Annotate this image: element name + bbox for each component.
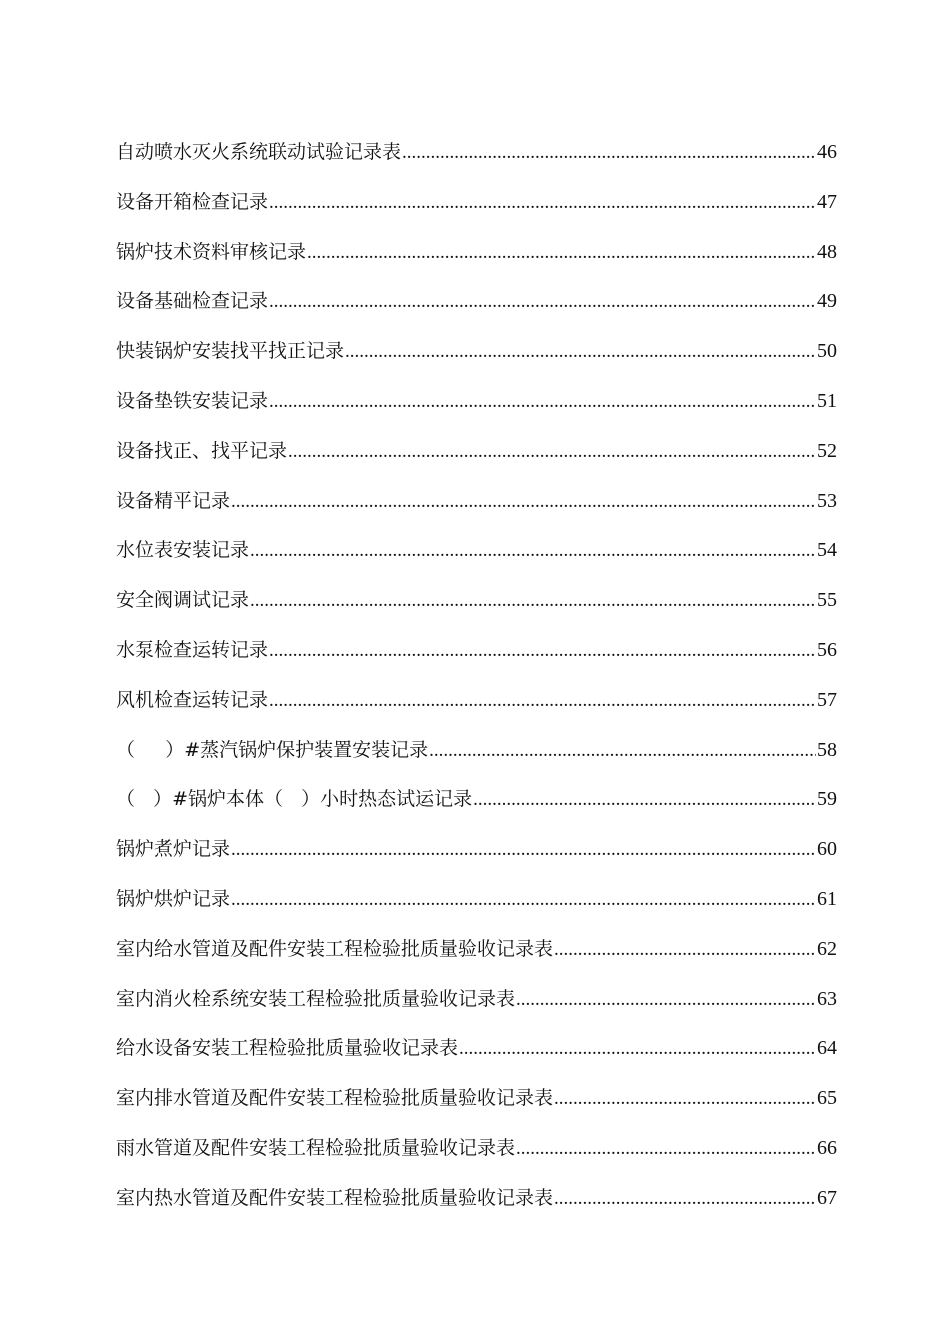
toc-entry-page: 66	[817, 1136, 837, 1159]
toc-entry-page: 48	[817, 240, 837, 263]
toc-entry[interactable]	[116, 1030, 837, 1080]
toc-entry-title: 室内消火栓系统安装工程检验批质量验收记录表	[116, 987, 516, 1010]
toc-entry-page: 52	[817, 439, 837, 462]
toc-entry-page: 51	[817, 389, 837, 412]
toc-entry-title: 快装锅炉安装找平找正记录	[116, 340, 345, 363]
toc-entry[interactable]	[116, 283, 837, 333]
toc-entry-page: 63	[817, 987, 837, 1010]
toc-leader-dots	[554, 1081, 816, 1117]
toc-entry-title: 设备精平记录	[116, 489, 231, 512]
table-of-contents	[116, 134, 837, 1230]
toc-leader-dots	[269, 683, 816, 719]
toc-entry-title: （ ）#蒸汽锅炉保护装置安装记录	[116, 738, 429, 761]
toc-entry[interactable]	[116, 632, 837, 682]
toc-entry-page: 67	[817, 1186, 837, 1209]
toc-entry-page: 47	[817, 190, 837, 213]
toc-leader-dots	[402, 135, 816, 171]
toc-entry[interactable]	[116, 582, 837, 632]
toc-entry-page: 46	[817, 141, 837, 163]
toc-entry-title: 给水设备安装工程检验批质量验收记录表	[116, 1037, 459, 1060]
toc-entry[interactable]	[116, 931, 837, 981]
toc-entry-page: 56	[817, 638, 837, 661]
toc-leader-dots	[269, 185, 816, 221]
toc-entry-title: 设备垫铁安装记录	[116, 389, 269, 412]
toc-entry-page: 50	[817, 340, 837, 363]
toc-leader-dots	[231, 882, 816, 918]
toc-entry-page: 57	[817, 688, 837, 711]
toc-entry[interactable]	[116, 483, 837, 533]
toc-leader-dots	[554, 1181, 816, 1217]
toc-entry[interactable]	[116, 433, 837, 483]
toc-entry-title: 雨水管道及配件安装工程检验批质量验收记录表	[116, 1136, 516, 1159]
toc-entry-title: 设备基础检查记录	[116, 290, 269, 313]
toc-entry[interactable]	[116, 134, 837, 184]
toc-leader-dots	[250, 583, 816, 619]
toc-leader-dots	[473, 782, 816, 818]
toc-entry[interactable]	[116, 781, 837, 831]
toc-leader-dots	[516, 982, 816, 1018]
toc-entry-title: 室内给水管道及配件安装工程检验批质量验收记录表	[116, 937, 554, 960]
toc-entry-page: 49	[817, 290, 837, 313]
toc-entry-title: （ ）#锅炉本体（ ）小时热态试运记录	[116, 788, 473, 811]
toc-entry[interactable]	[116, 1130, 837, 1180]
toc-entry[interactable]	[116, 831, 837, 881]
toc-entry[interactable]	[116, 532, 837, 582]
toc-leader-dots	[554, 932, 816, 968]
toc-entry-title: 锅炉技术资料审核记录	[116, 240, 307, 263]
toc-entry[interactable]	[116, 682, 837, 732]
toc-leader-dots	[231, 832, 816, 868]
toc-entry[interactable]	[116, 383, 837, 433]
toc-entry[interactable]	[116, 1080, 837, 1130]
toc-leader-dots	[231, 484, 816, 520]
toc-entry[interactable]	[116, 981, 837, 1031]
toc-leader-dots	[307, 235, 816, 271]
toc-entry-page: 65	[817, 1087, 837, 1110]
toc-entry-title: 锅炉煮炉记录	[116, 838, 231, 861]
toc-leader-dots	[269, 384, 816, 420]
toc-entry-title: 锅炉烘炉记录	[116, 887, 231, 910]
toc-entry-page: 53	[817, 489, 837, 512]
toc-entry-page: 58	[817, 738, 837, 761]
toc-entry-title: 设备开箱检查记录	[116, 190, 269, 213]
toc-entry[interactable]	[116, 881, 837, 931]
toc-entry[interactable]	[116, 234, 837, 284]
toc-entry-title: 室内排水管道及配件安装工程检验批质量验收记录表	[116, 1087, 554, 1110]
toc-entry-title: 自动喷水灭火系统联动试验记录表	[116, 141, 402, 163]
toc-entry-page: 61	[817, 887, 837, 910]
toc-entry[interactable]	[116, 732, 837, 782]
toc-leader-dots	[288, 434, 816, 470]
toc-entry-title: 室内热水管道及配件安装工程检验批质量验收记录表	[116, 1186, 554, 1209]
toc-entry[interactable]	[116, 333, 837, 383]
toc-entry[interactable]	[116, 1180, 837, 1230]
toc-leader-dots	[429, 733, 816, 769]
toc-entry-title: 水位表安装记录	[116, 539, 250, 562]
toc-leader-dots	[250, 533, 816, 569]
toc-entry-title: 风机检查运转记录	[116, 688, 269, 711]
toc-entry-title: 水泵检查运转记录	[116, 638, 269, 661]
toc-entry-page: 60	[817, 838, 837, 861]
toc-leader-dots	[345, 334, 816, 370]
toc-entry-page: 64	[817, 1037, 837, 1060]
toc-leader-dots	[269, 284, 816, 320]
toc-entry-title: 安全阀调试记录	[116, 589, 250, 612]
toc-entry-page: 54	[817, 539, 837, 562]
toc-entry-page: 59	[817, 788, 837, 811]
toc-leader-dots	[459, 1031, 816, 1067]
toc-entry-page: 55	[817, 589, 837, 612]
toc-entry-title: 设备找正、找平记录	[116, 439, 288, 462]
toc-leader-dots	[516, 1131, 816, 1167]
toc-leader-dots	[269, 633, 816, 669]
toc-entry-page: 62	[817, 937, 837, 960]
toc-entry[interactable]	[116, 184, 837, 234]
